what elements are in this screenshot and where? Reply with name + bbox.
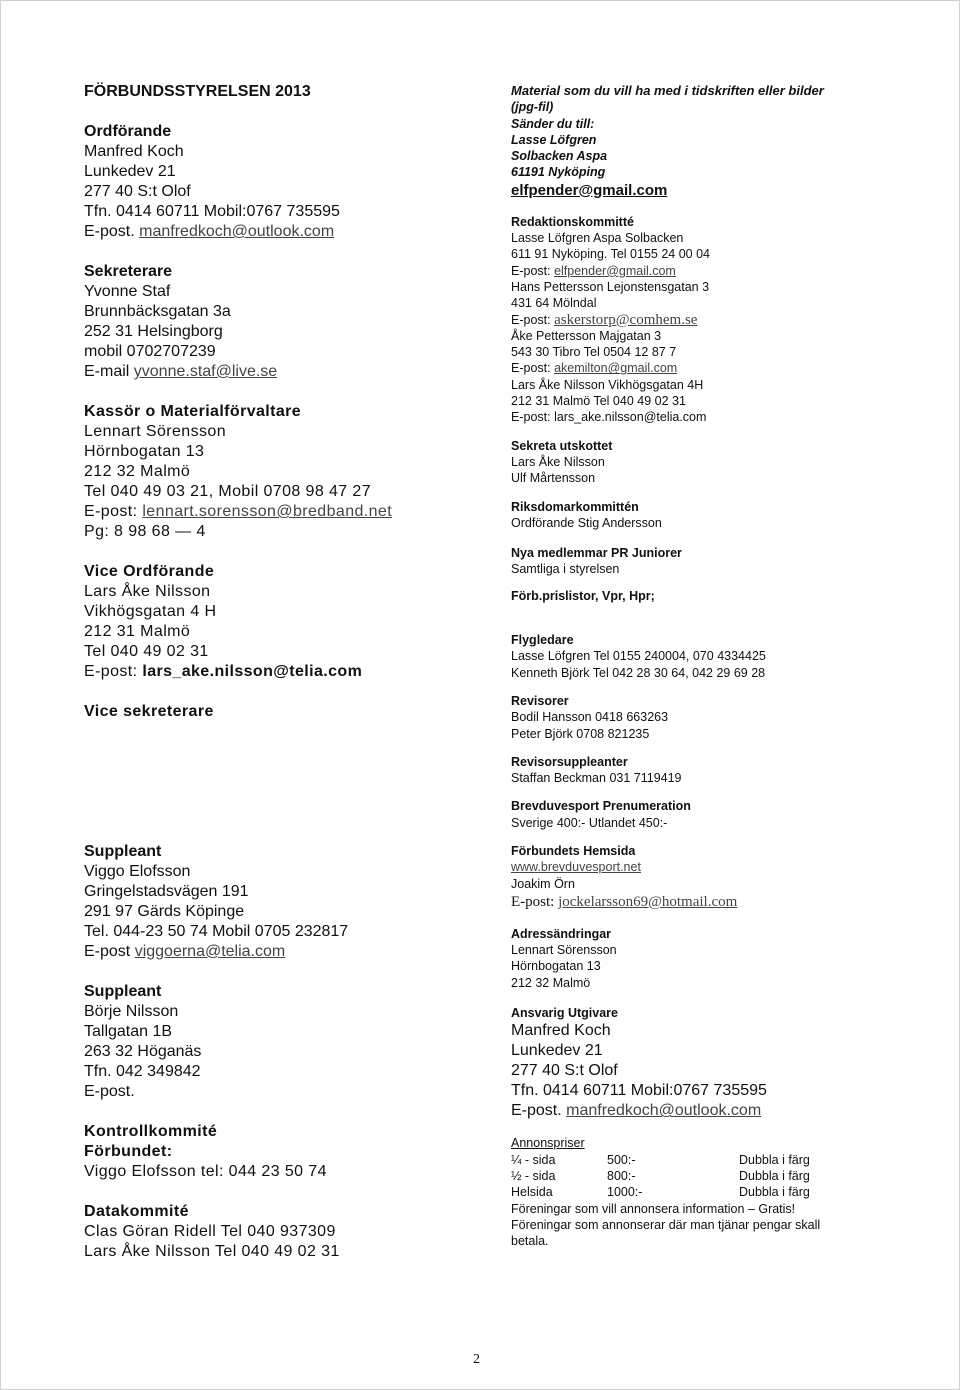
email-link[interactable]: manfredkoch@outlook.com	[139, 223, 335, 240]
contact-line: 212 31 Malmö Tel 040 49 02 31	[511, 394, 686, 409]
contact-line: Lunkedev 21	[511, 1042, 603, 1060]
contact-line: Bodil Hansson 0418 663263	[511, 710, 669, 725]
email-label: E-post.	[511, 1102, 567, 1120]
section-vice-sekreterare	[84, 702, 484, 722]
section-sekreterare	[84, 262, 484, 382]
section-heading: Adressändringar	[511, 926, 612, 941]
email-link[interactable]: akemilton@gmail.com	[554, 361, 678, 376]
section-heading: Suppleant	[84, 843, 162, 860]
contact-line: 611 91 Nyköping. Tel 0155 24 00 04	[511, 247, 710, 262]
section-sekreta	[511, 438, 941, 487]
contact-line: Peter Björk 0708 821235	[511, 726, 650, 741]
section-heading: Redaktionskommitté	[511, 214, 634, 229]
city: 291 97 Gärds Köpinge	[84, 903, 245, 920]
section-heading: Ansvarig Utgivare	[511, 1006, 618, 1021]
email-link[interactable]: yvonne.staf@live.se	[133, 363, 278, 380]
section-kontrollkommite	[84, 1122, 484, 1182]
contact-line: E-post: lars_ake.nilsson@telia.com	[511, 410, 707, 425]
material-line: Solbacken Aspa	[511, 149, 608, 164]
price-color: Dubbla i färg	[739, 1168, 810, 1183]
annons-note: Föreningar som vill annonsera information – Gratis!	[511, 1201, 796, 1216]
section-adressandringar	[511, 926, 941, 991]
city: 212 32 Malmö	[84, 463, 191, 480]
email-label: E-mail	[84, 363, 134, 380]
price-color: Dubbla i färg	[739, 1152, 810, 1167]
email-text: lars_ake.nilsson@telia.com	[142, 663, 363, 680]
section-heading: Flygledare	[511, 633, 574, 648]
phone: Tel 040 49 03 21, Mobil 0708 98 47 27	[84, 483, 372, 500]
annons-note: Föreningar som annonserar där man tjänar pengar skall	[511, 1217, 821, 1232]
section-heading: Förb.prislistor, Vpr, Hpr;	[511, 588, 655, 603]
price-row	[511, 1152, 941, 1168]
email-label: E-post:	[511, 263, 555, 278]
contact-line: Lars Åke Nilsson Vikhögsgatan 4H	[511, 377, 704, 392]
contact-line: 277 40 S:t Olof	[511, 1062, 618, 1080]
section-revisorer	[511, 693, 941, 742]
postgiro: Pg: 8 98 68 — 4	[84, 523, 206, 540]
section-subheading: Förbundet:	[84, 1143, 173, 1160]
price-size: Helsida	[511, 1185, 553, 1200]
section-nya-medlemmar	[511, 545, 941, 578]
section-heading: Kontrollkommité	[84, 1123, 218, 1140]
street: Gringelstadsvägen 191	[84, 883, 249, 900]
street: Tallgatan 1B	[84, 1023, 173, 1040]
section-prenumeration	[511, 798, 941, 831]
email-link[interactable]: askerstorp@comhem.se	[554, 311, 698, 328]
phone: Tfn. 0414 60711 Mobil:0767 735595	[84, 203, 340, 220]
material-line: 61191 Nyköping	[511, 165, 606, 180]
section-suppleant-1	[84, 842, 484, 962]
section-ansvarig-utgivare	[511, 1005, 941, 1121]
email-label: E-post:	[84, 503, 143, 520]
section-heading: Revisorer	[511, 693, 569, 708]
email-label: E-post:	[84, 663, 143, 680]
contact-line: Tfn. 0414 60711 Mobil:0767 735595	[511, 1082, 767, 1100]
section-heading: Revisorsuppleanter	[511, 754, 628, 769]
left-column	[84, 82, 484, 1262]
section-heading: Riksdomarkommittén	[511, 499, 639, 514]
contact-line: Lars Åke Nilsson	[511, 454, 605, 469]
section-heading: Ordförande	[84, 123, 172, 140]
section-heading: Vice Ordförande	[84, 563, 215, 580]
contact-line: Joakim Örn	[511, 876, 575, 891]
section-hemsida	[511, 843, 941, 912]
contact-line: Sverige 400:- Utlandet 450:-	[511, 815, 668, 830]
section-ordforande	[84, 122, 484, 242]
city: 252 31 Helsingborg	[84, 323, 223, 340]
section-annonspriser	[511, 1135, 941, 1249]
city: 277 40 S:t Olof	[84, 183, 191, 200]
section-vice-ordforande	[84, 562, 484, 682]
contact-line: Ulf Mårtensson	[511, 471, 596, 486]
contact-line: Ordförande Stig Andersson	[511, 515, 662, 530]
email-label: E-post:	[511, 361, 555, 376]
email-link[interactable]: elfpender@gmail.com	[554, 263, 676, 278]
section-heading: Sekreterare	[84, 263, 173, 280]
section-heading: Kassör o Materialförvaltare	[84, 403, 302, 420]
price-size: ¼ - sida	[511, 1152, 556, 1167]
contact-line: Viggo Elofsson tel: 044 23 50 74	[84, 1163, 327, 1180]
street: Brunnbäcksgatan 3a	[84, 303, 231, 320]
email-label: E-post	[84, 943, 135, 960]
phone: Tfn. 042 349842	[84, 1063, 201, 1080]
street: Vikhögsgatan 4 H	[84, 603, 217, 620]
email-label: E-post.	[84, 223, 140, 240]
contact-line: 431 64 Mölndal	[511, 296, 597, 311]
contact-line: Hans Pettersson Lejonstensgatan 3	[511, 279, 710, 294]
section-heading: Brevduvesport Prenumeration	[511, 799, 691, 814]
board-title: FÖRBUNDSSTYRELSEN 2013	[84, 83, 311, 100]
email-link[interactable]: manfredkoch@outlook.com	[566, 1102, 762, 1120]
page-number: 2	[473, 1352, 480, 1367]
person-name: Viggo Elofsson	[84, 863, 191, 880]
email-label: E-post:	[511, 312, 555, 327]
section-datakommite	[84, 1202, 484, 1262]
section-riksdomar	[511, 499, 941, 532]
contact-line: Kenneth Björk Tel 042 28 30 64, 042 29 69 28	[511, 665, 766, 680]
section-forb-prislistor	[511, 588, 941, 604]
section-redaktion	[511, 214, 941, 426]
section-heading: Förbundets Hemsida	[511, 843, 636, 858]
price-value: 800:-	[607, 1168, 636, 1183]
section-heading: Nya medlemmar PR Juniorer	[511, 546, 682, 561]
email-label: E-post.	[84, 1083, 135, 1100]
section-heading: Vice sekreterare	[84, 703, 214, 720]
contact-line: Clas Göran Ridell Tel 040 937309	[84, 1223, 336, 1240]
contact-line: Lars Åke Nilsson Tel 040 49 02 31	[84, 1243, 340, 1260]
website-link[interactable]: www.brevduvesport.net	[511, 860, 641, 875]
section-flygledare	[511, 632, 941, 681]
price-value: 500:-	[607, 1152, 636, 1167]
price-value: 1000:-	[607, 1185, 643, 1200]
price-row	[511, 1168, 941, 1184]
section-heading: Annonspriser	[511, 1136, 585, 1151]
street: Lunkedev 21	[84, 163, 176, 180]
contact-line: Lasse Löfgren Aspa Solbacken	[511, 231, 684, 246]
material-email[interactable]: elfpender@gmail.com	[511, 181, 668, 199]
section-kassor	[84, 402, 484, 542]
person-name: Lennart Sörensson	[84, 423, 227, 440]
material-line: Material som du vill ha med i tidskriften eller bilder	[511, 83, 824, 98]
material-line: Sänder du till:	[511, 116, 595, 131]
contact-line: Åke Pettersson Majgatan 3	[511, 328, 662, 343]
email-label: E-post:	[511, 893, 559, 910]
material-line: Lasse Löfgren	[511, 132, 597, 147]
city: 263 32 Höganäs	[84, 1043, 202, 1060]
material-line: (jpg-fil)	[511, 100, 554, 115]
section-material	[511, 83, 941, 200]
person-name: Yvonne Staf	[84, 283, 171, 300]
price-row	[511, 1184, 941, 1200]
person-name: Manfred Koch	[84, 143, 184, 160]
phone: Tel 040 49 02 31	[84, 643, 209, 660]
email-link[interactable]: viggoerna@telia.com	[134, 943, 286, 960]
contact-line: 543 30 Tibro Tel 0504 12 87 7	[511, 345, 677, 360]
section-revisorsuppleanter	[511, 754, 941, 787]
contact-line: Staffan Beckman 031 7119419	[511, 771, 682, 786]
contact-line: Samtliga i styrelsen	[511, 562, 620, 577]
annons-note: betala.	[511, 1234, 549, 1249]
contact-line: 212 32 Malmö	[511, 975, 591, 990]
section-heading: Datakommité	[84, 1203, 189, 1220]
contact-line: Lasse Löfgren Tel 0155 240004, 070 4334425	[511, 649, 766, 664]
price-color: Dubbla i färg	[739, 1185, 810, 1200]
contact-line: Manfred Koch	[511, 1022, 611, 1040]
phone: mobil 0702707239	[84, 343, 216, 360]
email-link[interactable]: jockelarsson69@hotmail.com	[558, 893, 738, 910]
right-column	[511, 83, 941, 1249]
section-suppleant-2	[84, 982, 484, 1102]
price-size: ½ - sida	[511, 1168, 556, 1183]
contact-line: Lennart Sörensson	[511, 943, 617, 958]
phone: Tel. 044-23 50 74 Mobil 0705 232817	[84, 923, 349, 940]
section-heading: Suppleant	[84, 983, 162, 1000]
person-name: Börje Nilsson	[84, 1003, 179, 1020]
city: 212 31 Malmö	[84, 623, 191, 640]
person-name: Lars Åke Nilsson	[84, 583, 211, 600]
contact-line: Hörnbogatan 13	[511, 959, 601, 974]
street: Hörnbogatan 13	[84, 443, 205, 460]
email-link[interactable]: lennart.sorensson@bredband.net	[142, 503, 393, 520]
section-heading: Sekreta utskottet	[511, 438, 613, 453]
